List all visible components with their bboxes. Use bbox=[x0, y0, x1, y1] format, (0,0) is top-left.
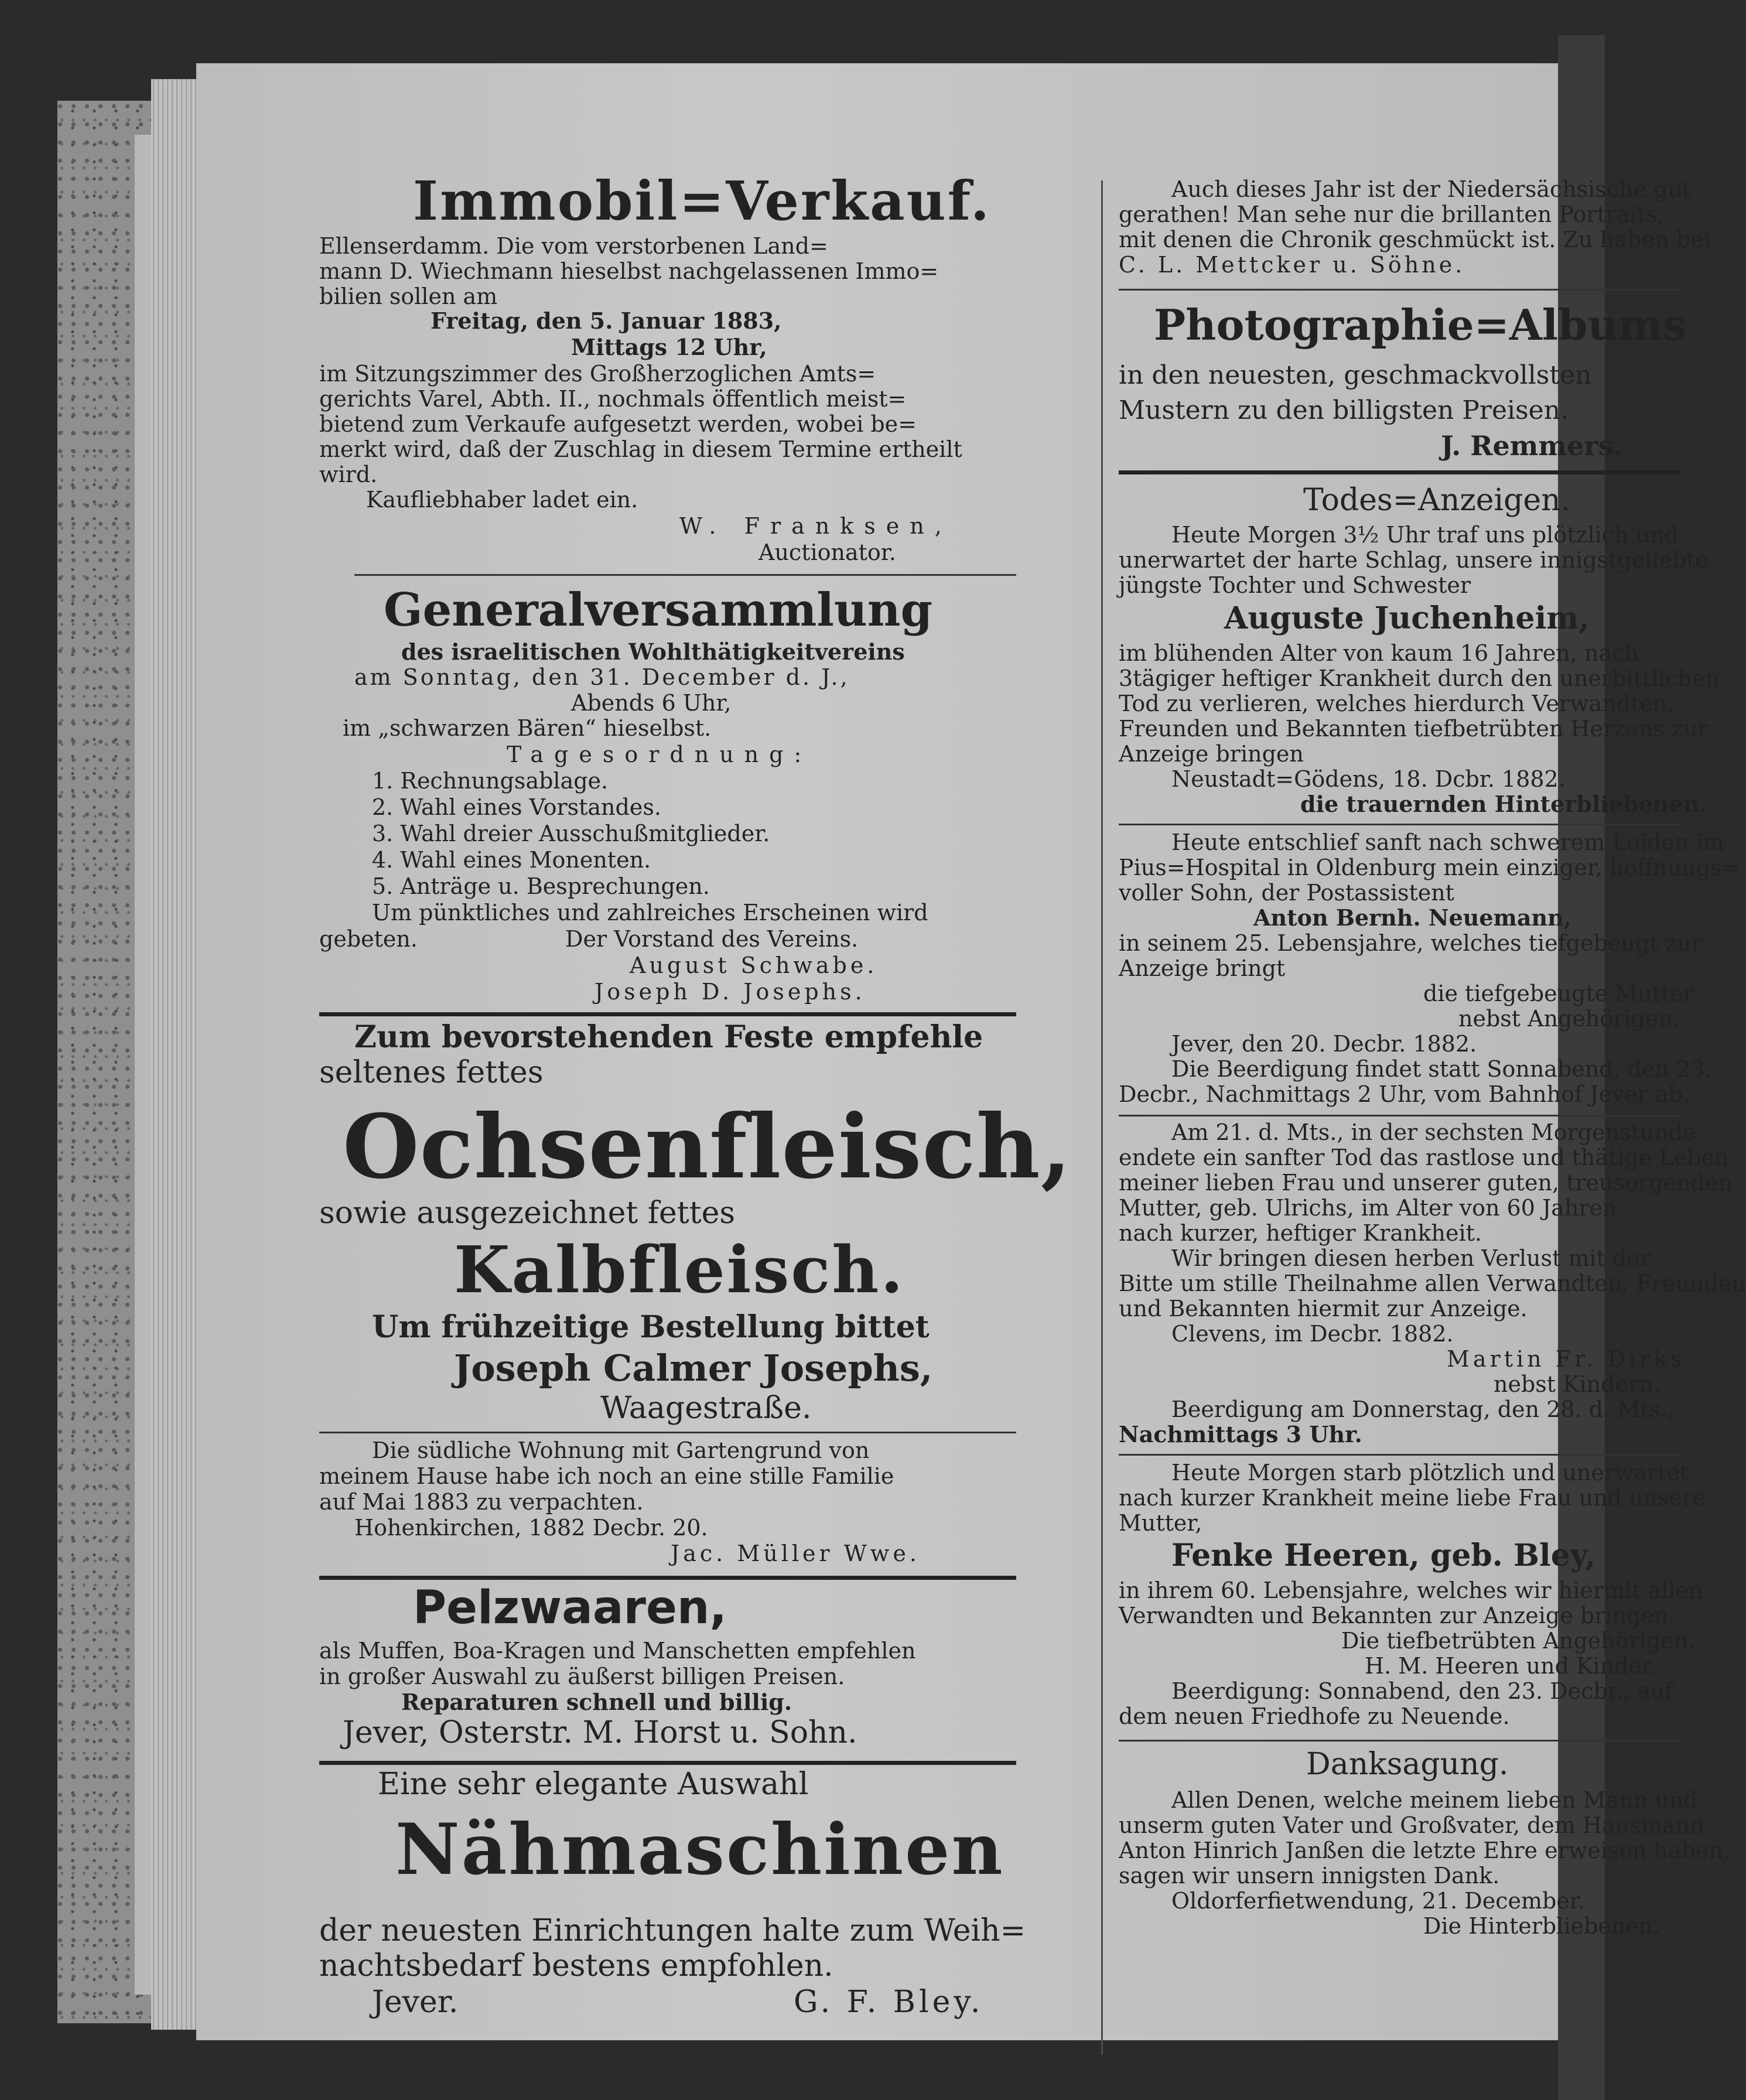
dirks-line: Mutter, geb. Ulrichs, im Alter von 60 Jahren bbox=[1119, 1195, 1617, 1221]
ochsen-line: seltenes fettes bbox=[319, 1055, 544, 1090]
pelz-line: Reparaturen schnell und billig. bbox=[401, 1689, 792, 1715]
heeren-line: Beerdigung: Sonnabend, den 23. Decbr., auf bbox=[1171, 1678, 1673, 1704]
heeren-line: Verwandten und Bekannten zur Anzeige bringen. bbox=[1119, 1603, 1676, 1628]
separator bbox=[1119, 824, 1681, 825]
todes-line: unerwartet der harte Schlag, unsere innigstgeliebte bbox=[1119, 547, 1709, 573]
separator bbox=[1119, 1115, 1681, 1116]
agenda-item: 1. Rechnungsablage. bbox=[372, 768, 609, 794]
naeh-place: Jever. bbox=[372, 1985, 459, 2020]
wohnung-line: Hohenkirchen, 1882 Decbr. 20. bbox=[354, 1515, 708, 1541]
agenda-title: Tagesordnung: bbox=[507, 742, 812, 767]
cover-edge bbox=[135, 135, 151, 1995]
general-title: Generalversammlung bbox=[384, 583, 932, 637]
dirks-line: Bitte um stille Theilnahme allen Verwandten, Freunden bbox=[1119, 1271, 1746, 1296]
dirks-line: nach kurzer, heftiger Krankheit. bbox=[1119, 1220, 1482, 1246]
todes-line: Tod zu verlieren, welches hierdurch Verwandten, bbox=[1119, 691, 1675, 716]
neu-line: Die Beerdigung findet statt Sonnabend, den 23. bbox=[1171, 1056, 1712, 1082]
todes-line: 3tägiger heftiger Krankheit durch den unerbittlichen bbox=[1119, 665, 1720, 691]
immobil-line: wird. bbox=[319, 462, 378, 487]
separator bbox=[1119, 1740, 1681, 1742]
immobil-line: Ellenserdamm. Die vom verstorbenen Land= bbox=[319, 233, 828, 259]
kalb-headline: Kalbfleisch. bbox=[454, 1232, 905, 1307]
immobil-line: bietend zum Verkaufe aufgesetzt werden, wobei be= bbox=[319, 411, 917, 437]
todes-title: Todes=Anzeigen. bbox=[1303, 483, 1571, 518]
naeh-title: Nähmaschinen bbox=[395, 1808, 1004, 1891]
ochsen-vendor: Joseph Calmer Josephs, bbox=[454, 1347, 933, 1389]
dirks-line: endete ein sanfter Tod das rastlose und thätige Leben bbox=[1119, 1145, 1729, 1170]
neu-line: Decbr., Nachmittags 2 Uhr, vom Bahnhof Jever ab. bbox=[1119, 1081, 1690, 1107]
agenda-item: 2. Wahl eines Vorstandes. bbox=[372, 794, 661, 820]
neu-line: Anzeige bringt bbox=[1119, 955, 1286, 981]
alben-line: Mustern zu den billigsten Preisen. bbox=[1119, 395, 1569, 425]
naeh-line: Eine sehr elegante Auswahl bbox=[378, 1767, 809, 1802]
heeren-signature: H. M. Heeren und Kinder. bbox=[1365, 1653, 1657, 1679]
chronik-line: Auch dieses Jahr ist der Niedersächsische gut bbox=[1171, 176, 1692, 202]
pelz-vendor: Jever, Osterstr. M. Horst u. Sohn. bbox=[343, 1715, 857, 1750]
immobil-line: Kaufliebhaber ladet ein. bbox=[366, 487, 638, 513]
pelz-line: in großer Auswahl zu äußerst billigen Preisen. bbox=[319, 1664, 845, 1689]
dank-title: Danksagung. bbox=[1306, 1747, 1509, 1782]
immobil-line: gerichts Varel, Abth. II., nochmals öffentlich meist= bbox=[319, 386, 907, 412]
general-signature: Joseph D. Josephs. bbox=[594, 979, 866, 1005]
chronik-line: C. L. Mettcker u. Söhne. bbox=[1119, 252, 1465, 278]
immobil-signature: Auctionator. bbox=[758, 539, 896, 565]
todes-line: Neustadt=Gödens, 18. Dcbr. 1882. bbox=[1171, 766, 1566, 792]
immobil-line: bilien sollen am bbox=[319, 284, 498, 309]
dank-line: Oldorferfietwendung, 21. December. bbox=[1171, 1888, 1585, 1914]
todes-line: im blühenden Alter von kaum 16 Jahren, nach bbox=[1119, 640, 1639, 666]
heeren-line: Heute Morgen starb plötzlich und unerwartet bbox=[1171, 1460, 1689, 1486]
separator bbox=[1119, 289, 1681, 291]
todes-line: jüngste Tochter und Schwester bbox=[1119, 572, 1471, 598]
ochsen-line: sowie ausgezeichnet fettes bbox=[319, 1196, 736, 1231]
neu-line: Pius=Hospital in Oldenburg mein einziger, hoffnungs= bbox=[1119, 855, 1741, 880]
general-line: Abends 6 Uhr, bbox=[571, 690, 732, 716]
wohnung-line: Die südliche Wohnung mit Gartengrund von bbox=[372, 1437, 870, 1463]
ochsen-headline: Ochsenfleisch, bbox=[343, 1095, 1072, 1198]
immobil-time: Mittags 12 Uhr, bbox=[571, 334, 767, 360]
column-rule bbox=[1101, 180, 1103, 2055]
immobil-date: Freitag, den 5. Januar 1883, bbox=[430, 308, 782, 334]
pelz-title: Pelzwaaren, bbox=[413, 1582, 727, 1634]
dirks-signature: Martin Fr. Dirks bbox=[1447, 1346, 1686, 1372]
general-line: im „schwarzen Bären“ hieselbst. bbox=[343, 715, 712, 741]
immobil-line: merkt wird, daß der Zuschlag in diesem Termine ertheilt bbox=[319, 436, 962, 462]
dirks-line: Clevens, im Decbr. 1882. bbox=[1171, 1321, 1454, 1347]
ochsen-address: Waagestraße. bbox=[600, 1391, 812, 1426]
todes-signature: die trauernden Hinterbliebenen. bbox=[1300, 791, 1707, 817]
agenda-item: 4. Wahl eines Monenten. bbox=[372, 847, 651, 873]
ochsen-line: Um frühzeitige Bestellung bittet bbox=[372, 1309, 930, 1345]
immobil-signature: W. Franksen, bbox=[679, 513, 952, 539]
todes-line: Freunden und Bekannten tiefbetrübten Herzens zur bbox=[1119, 716, 1709, 742]
dirks-line: meiner lieben Frau und unserer guten, treusorgenden bbox=[1119, 1170, 1733, 1196]
dirks-line: Nachmittags 3 Uhr. bbox=[1119, 1421, 1362, 1447]
todes-line: Anzeige bringen bbox=[1119, 741, 1304, 767]
immobil-line: mann D. Wiechmann hieselbst nachgelassenen Immo= bbox=[319, 258, 939, 284]
dirks-line: Wir bringen diesen herben Verlust mit der bbox=[1171, 1245, 1651, 1271]
ochsen-line: Zum bevorstehenden Feste empfehle bbox=[354, 1019, 983, 1055]
chronik-line: mit denen die Chronik geschmückt ist. Zu haben bei bbox=[1119, 227, 1711, 252]
heeren-name: Fenke Heeren, geb. Bley, bbox=[1171, 1538, 1596, 1573]
general-line: Um pünktliches und zahlreiches Erscheinen wird bbox=[372, 900, 928, 926]
wohnung-signature: Jac. Müller Wwe. bbox=[671, 1541, 920, 1566]
todes-line: Heute Morgen 3½ Uhr traf uns plötzlich und bbox=[1171, 522, 1679, 548]
heeren-line: dem neuen Friedhofe zu Neuende. bbox=[1119, 1703, 1510, 1729]
general-signature: Der Vorstand des Vereins. bbox=[565, 926, 859, 952]
dank-line: unserm guten Vater und Großvater, dem Hausmann bbox=[1119, 1812, 1704, 1838]
dirks-line: und Bekannten hiermit zur Anzeige. bbox=[1119, 1296, 1528, 1322]
separator bbox=[1119, 470, 1681, 474]
alben-line: in den neuesten, geschmackvollsten bbox=[1119, 360, 1592, 390]
heeren-line: nach kurzer Krankheit meine liebe Frau und unsere bbox=[1119, 1485, 1706, 1511]
alben-title: Photographie=Albums bbox=[1154, 300, 1687, 350]
neu-name: Anton Bernh. Neuemann, bbox=[1253, 904, 1571, 931]
neu-signature: die tiefgebeugte Mutter bbox=[1423, 981, 1694, 1006]
wohnung-line: auf Mai 1883 zu verpachten. bbox=[319, 1489, 644, 1515]
dirks-line: Beerdigung am Donnerstag, den 28. d. Mts., bbox=[1171, 1396, 1675, 1422]
dank-line: Allen Denen, welche meinem lieben Mann und bbox=[1171, 1787, 1698, 1813]
neu-signature: nebst Angehörigen. bbox=[1458, 1006, 1680, 1032]
general-line: des israelitischen Wohlthätigkeitvereins bbox=[401, 638, 905, 665]
heeren-line: in ihrem 60. Lebensjahre, welches wir hiermit allen bbox=[1119, 1577, 1703, 1603]
todes-name: Auguste Juchenheim, bbox=[1224, 600, 1590, 636]
separator bbox=[354, 574, 1016, 576]
dirks-signature: nebst Kindern. bbox=[1494, 1371, 1660, 1397]
dank-line: sagen wir unsern innigsten Dank. bbox=[1119, 1863, 1500, 1889]
agenda-item: 5. Anträge u. Besprechungen. bbox=[372, 873, 710, 899]
dirks-line: Am 21. d. Mts., in der sechsten Morgenstunde bbox=[1171, 1119, 1696, 1145]
separator bbox=[319, 1576, 1016, 1580]
immobil-title: Immobil=Verkauf. bbox=[413, 169, 991, 233]
chronik-line: gerathen! Man sehe nur die brillanten Portraits, bbox=[1119, 202, 1665, 227]
alben-signature: J. Remmers. bbox=[1441, 430, 1623, 462]
wohnung-line: meinem Hause habe ich noch an eine stille Familie bbox=[319, 1463, 894, 1489]
naeh-line: der neuesten Einrichtungen halte zum Weih= bbox=[319, 1913, 1026, 1948]
neu-line: Jever, den 20. Decbr. 1882. bbox=[1171, 1031, 1477, 1057]
separator bbox=[319, 1012, 1016, 1016]
agenda-item: 3. Wahl dreier Ausschußmitglieder. bbox=[372, 821, 770, 846]
separator bbox=[1119, 1454, 1681, 1456]
neu-line: voller Sohn, der Postassistent bbox=[1119, 880, 1454, 906]
separator bbox=[319, 1761, 1016, 1765]
neu-line: Heute entschlief sanft nach schwerem Leiden im bbox=[1171, 829, 1724, 855]
separator bbox=[319, 1432, 1016, 1433]
general-signature: August Schwabe. bbox=[630, 952, 878, 978]
dank-line: Anton Hinrich Janßen die letzte Ehre erweisen haben, bbox=[1119, 1838, 1730, 1863]
naeh-line: nachtsbedarf bestens empfohlen. bbox=[319, 1948, 833, 1983]
neu-line: in seinem 25. Lebensjahre, welches tiefgebeugt zur bbox=[1119, 930, 1703, 956]
heeren-line: Mutter, bbox=[1119, 1510, 1202, 1536]
dank-signature: Die Hinterbliebenen. bbox=[1423, 1913, 1660, 1939]
general-line: am Sonntag, den 31. December d. J., bbox=[354, 664, 850, 690]
newspaper-page bbox=[196, 63, 1746, 2040]
immobil-line: im Sitzungszimmer des Großherzoglichen Amts= bbox=[319, 361, 876, 387]
naeh-signature: G. F. Bley. bbox=[794, 1985, 984, 2020]
general-line: gebeten. bbox=[319, 926, 418, 952]
pelz-line: als Muffen, Boa-Kragen und Manschetten empfehlen bbox=[319, 1638, 916, 1664]
heeren-signature: Die tiefbetrübten Angehörigen. bbox=[1341, 1628, 1696, 1654]
